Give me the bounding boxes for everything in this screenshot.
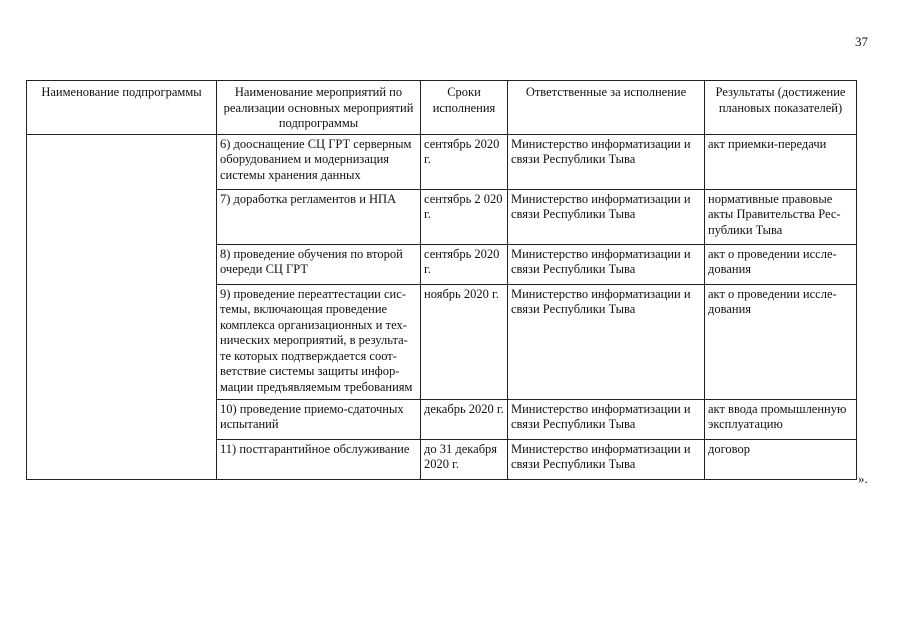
deadline-cell: сентябрь 2020 г. (421, 134, 508, 189)
activity-cell: 7) доработка регламентов и НПА (217, 189, 421, 244)
activity-cell: 11) постгарантийное обслуживание (217, 439, 421, 479)
page-number: 37 (855, 34, 868, 49)
responsible-cell: Министерство информатизации и связи Республики Тыва (508, 439, 705, 479)
result-cell: акт приемки-передачи (705, 134, 857, 189)
responsible-cell: Министерство информатизации и связи Республики Тыва (508, 399, 705, 439)
responsible-cell: Министерство информатизации и связи Республики Тыва (508, 189, 705, 244)
deadline-cell: до 31 декабря 2020 г. (421, 439, 508, 479)
table-header-row (27, 81, 857, 135)
header-deadline: Сроки исполнения (421, 81, 508, 135)
activity-cell: 6) дооснащение СЦ ГРТ серверным оборудованием и модернизация системы хранения данных (217, 134, 421, 189)
header-subprogram-name: Наименование подпрограммы (27, 81, 217, 135)
deadline-cell: ноябрь 2020 г. (421, 284, 508, 399)
result-cell: акт о проведении иссле-дования (705, 244, 857, 284)
result-cell: акт о проведении иссле-дования (705, 284, 857, 399)
deadline-cell: декабрь 2020 г. (421, 399, 508, 439)
responsible-cell: Министерство информатизации и связи Республики Тыва (508, 134, 705, 189)
activity-cell: 8) проведение обучения по второй очереди СЦ ГРТ (217, 244, 421, 284)
closing-quote-mark: ». (858, 471, 868, 486)
header-results: Результаты (достижение плановых показателей) (705, 81, 857, 135)
header-responsible: Ответственные за исполнение (508, 81, 705, 135)
subprogram-cell (27, 134, 217, 479)
activity-cell: 9) проведение переаттестации сис-темы, включающая проведение комплекса организационных и тех-нических мероприятий, в результа-те которых подтверждается соот-ветствие системы защиты инфор-мации предъявляемым требованиям (217, 284, 421, 399)
responsible-cell: Министерство информатизации и связи Республики Тыва (508, 244, 705, 284)
header-activity-name: Наименование мероприятий по реализации основных мероприятий подпрограммы (217, 81, 421, 135)
activity-cell: 10) проведение приемо-сдаточных испытаний (217, 399, 421, 439)
responsible-cell: Министерство информатизации и связи Республики Тыва (508, 284, 705, 399)
subprogram-activities-table (26, 80, 857, 480)
result-cell: акт ввода промышленную эксплуатацию (705, 399, 857, 439)
deadline-cell: сентябрь 2 020 г. (421, 189, 508, 244)
table-row (27, 134, 857, 189)
deadline-cell: сентябрь 2020 г. (421, 244, 508, 284)
result-cell: нормативные правовые акты Правительства Рес-публики Тыва (705, 189, 857, 244)
result-cell: договор (705, 439, 857, 479)
